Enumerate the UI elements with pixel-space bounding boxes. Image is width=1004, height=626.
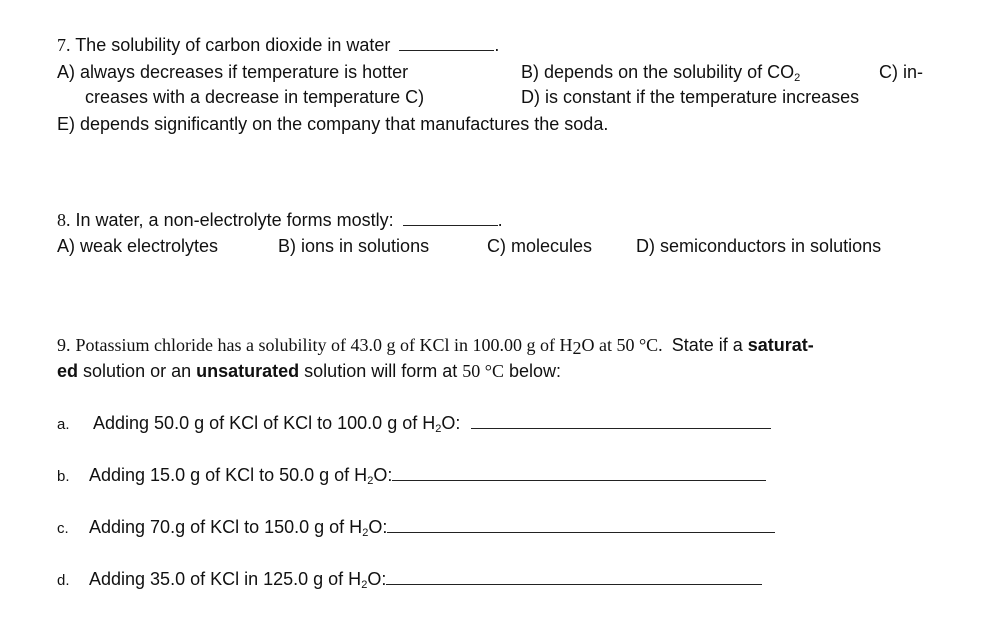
q8-stem-line [57,209,503,231]
q9-part-d-text: Adding 35.0 of KCl in 125.0 g of H [89,569,362,589]
q9-number: 9. [57,335,71,355]
q9-part-b-text: Adding 15.0 g of KCl to 50.0 g of H [89,465,368,485]
q9-part-a-text-end: O: [441,413,461,433]
q9-part-c-text: Adding 70.g of KCl to 150.0 g of H [89,517,363,537]
q8-option-d: D) semiconductors in solutions [636,236,882,256]
q9-part-a-answer-blank[interactable] [471,414,771,429]
q9-line2-end-2: below: [508,361,562,381]
q7-option-b [521,61,800,83]
q9-part-b-letter: b. [57,468,70,485]
q7-option-c-continued: creases with a decrease in temperature C) [85,87,425,107]
q9-bold-saturated-1: saturat- [747,335,814,355]
q9-part-d-letter: d. [57,572,70,589]
q8-option-c: C) molecules [487,236,593,256]
q7-stem-end: . [494,35,500,55]
q9-stem-line-2 [57,360,561,382]
q7-option-e: E) depends significantly on the company that manufactures the soda. [57,114,609,134]
q7-number: 7. [57,35,71,55]
q9-part-d-answer-blank[interactable] [386,570,762,585]
q9-part-c-letter: c. [57,520,69,537]
q9-stem-sans: State if a [671,335,743,355]
q9-stem-serif-2: O at 50 °C. [581,335,663,355]
q7-stem: The solubility of carbon dioxide in water [75,35,391,55]
q9-stem-line-1 [57,334,814,356]
q9-stem-serif-1: Potassium chloride has a solubility of 43.0 g of KCl in 100.00 g of H [75,335,573,355]
q9-part-c-answer-blank[interactable] [387,518,775,533]
q7-stem-line [57,34,499,56]
q9-part-d-subscript: 2 [361,579,368,591]
q7-option-a: A) always decreases if temperature is hotter [57,62,409,82]
q9-part-b [57,464,766,488]
q9-part-a-text: Adding 50.0 g of KCl of KCl to 100.0 g of H [93,413,436,433]
q9-part-c [57,516,775,540]
q9-part-c-subscript: 2 [362,527,369,539]
q9-line2-mid: solution or an [83,361,192,381]
q9-part-c-text-end: O: [368,517,388,537]
q7-option-b-text: B) depends on the solubility of CO [521,62,795,82]
q9-part-b-text-end: O: [373,465,393,485]
q9-part-a-letter: a. [57,416,70,433]
q9-line2-end-1: solution will form at [304,361,458,381]
q7-answer-blank [399,36,494,51]
q8-stem: In water, a non-electrolyte forms mostly: [75,210,394,230]
q9-part-b-subscript: 2 [367,475,374,487]
q9-part-d [57,568,762,592]
q8-stem-end: . [497,210,503,230]
q9-part-a [57,412,771,436]
q9-line2-temp: 50 °C [462,361,504,381]
q9-bold-unsaturated: unsaturated [196,361,300,381]
q7-option-d: D) is constant if the temperature increases [521,87,860,107]
q7-option-c-start: C) in- [879,62,923,82]
q8-option-a: A) weak electrolytes [57,236,219,256]
q9-part-d-text-end: O: [367,569,387,589]
q8-number: 8. [57,210,71,230]
q9-part-b-answer-blank[interactable] [392,466,766,481]
q9-part-a-subscript: 2 [435,423,442,435]
q7-option-b-subscript: 2 [794,72,801,84]
q9-stem-subscript: 2 [572,338,582,358]
q8-option-b: B) ions in solutions [278,236,430,256]
q8-answer-blank [403,211,498,226]
q9-bold-saturated-2: ed [57,361,79,381]
